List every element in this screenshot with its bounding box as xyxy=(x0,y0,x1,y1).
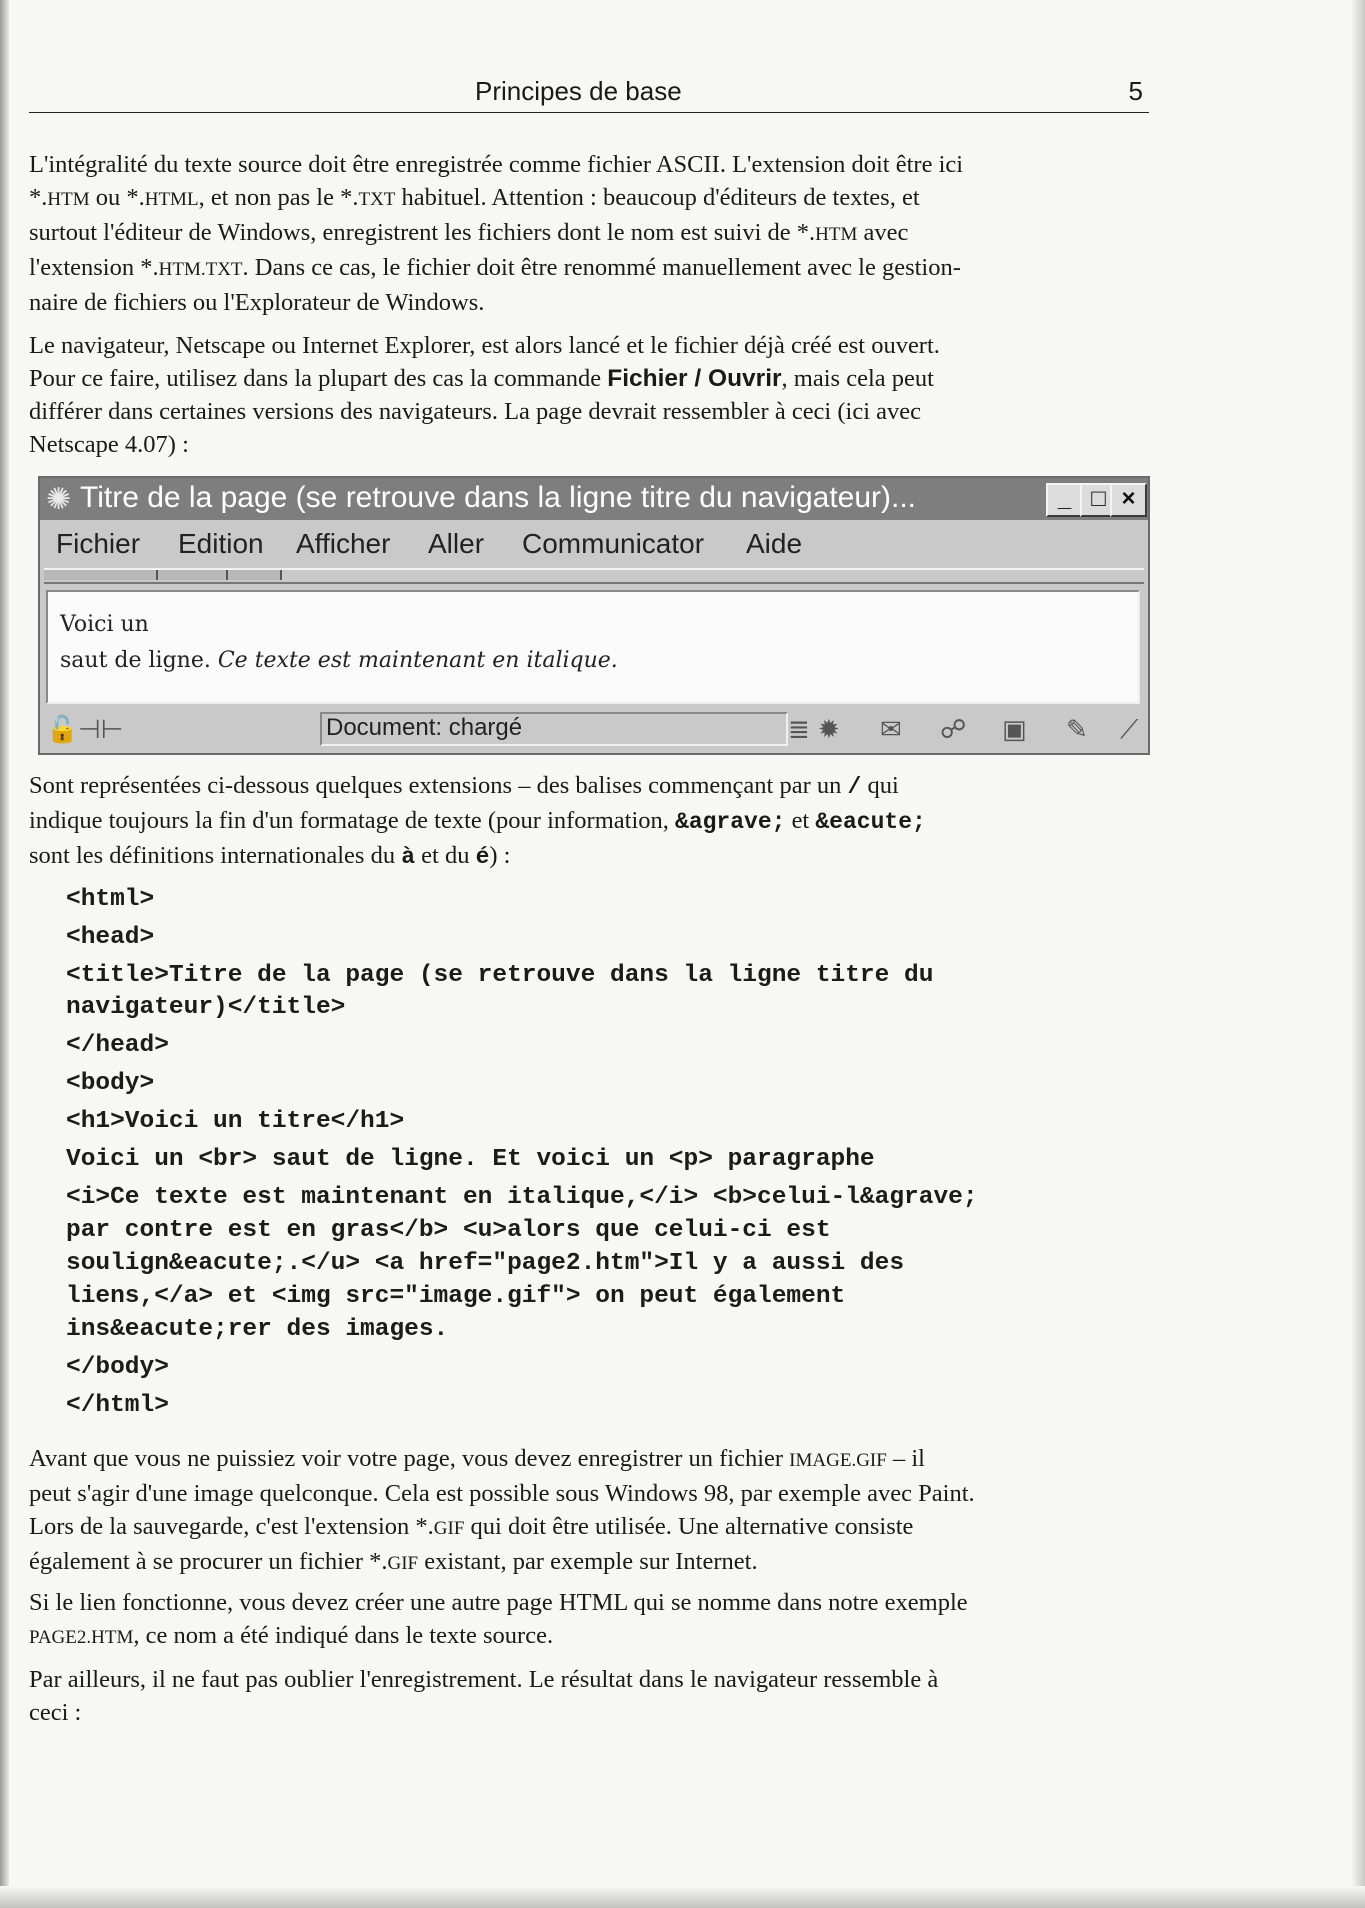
code-line: </body> xyxy=(66,1354,169,1381)
menu-edition[interactable]: Edition xyxy=(178,528,264,559)
toolbar-tab-location[interactable] xyxy=(158,570,228,580)
composer-icon[interactable]: ▣ xyxy=(1002,714,1027,744)
discussion-icon[interactable]: ☍ xyxy=(940,714,967,744)
browser-content-area xyxy=(46,590,1140,704)
code-line: <head> xyxy=(66,924,155,951)
toolbar-tab-personal[interactable] xyxy=(228,570,282,580)
browser-screenshot xyxy=(38,476,1150,755)
menu-communicator[interactable]: Communicator xyxy=(522,528,705,559)
code-line: <i>Ce texte est maintenant en italique,</i> <b>celui-l&agrave; xyxy=(66,1184,978,1211)
content-line-1: Voici un xyxy=(60,612,149,637)
minimize-button[interactable]: _ xyxy=(1046,483,1083,517)
code-line: <body> xyxy=(66,1070,155,1097)
code-line: <html> xyxy=(66,886,155,913)
code-line: </html> xyxy=(66,1392,169,1419)
browser-window-title: Titre de la page (se retrouve dans la ligne titre du navigateur)... xyxy=(80,481,917,514)
code-line: <title>Titre de la page (se retrouve dans la ligne titre du xyxy=(66,962,934,989)
browser-menubar xyxy=(40,522,1148,564)
browser-statusbar xyxy=(40,708,1148,748)
mail-icon[interactable]: ✉ xyxy=(880,714,902,744)
menu-aide[interactable]: Aide xyxy=(746,528,803,559)
page-edge-left xyxy=(0,0,9,1908)
paragraph-image-gif: Avant que vous ne puissiez voir votre page, vous devez enregistrer un fichier IMAGE.GIF – il peut s'agir d'une image quelconque. Cela est possible sous Windows 98, par exemple avec Paint. Lors de la sauvegarde, c'est l'extension *.GIF qui doit être utilisée. Une alternative consiste également à se procurer un fichier *.GIF existant, par exemple sur Internet. xyxy=(29,1445,975,1575)
paragraph-enregistrement: Par ailleurs, il ne faut pas oublier l'enregistrement. Le résultat dans le navigateur ressemble à ceci : xyxy=(29,1666,939,1726)
netscape-icon: ✺ xyxy=(46,483,72,516)
edit-icon[interactable]: ✎ xyxy=(1066,714,1088,744)
menu-fichier[interactable]: Fichier xyxy=(56,528,141,559)
page-edge-bottom xyxy=(0,1886,1365,1908)
page-edge-right xyxy=(1351,0,1365,1908)
code-line: <h1>Voici un titre</h1> xyxy=(66,1108,405,1135)
paragraph-navigateur: Le navigateur, Netscape ou Internet Explorer, est alors lancé et le fichier déjà créé est ouvert. Pour ce faire, utilisez dans la plupart des cas la commande Fichier / Ouvrir, mais cela peut différer dans certaines versions des navigateurs. La page devrait ressembler à ceci (ici avec Netscape 4.07) : xyxy=(29,332,940,458)
menu-aller[interactable]: Aller xyxy=(428,528,485,559)
paragraph-ascii: L'intégralité du texte source doit être enregistrée comme fichier ASCII. L'extension doit être ici *.HTM ou *.HTML, et non pas le *.TXT habituel. Attention : beaucoup d'éditeurs de textes, et surtout l'éditeur de Windows, enregistrent les fichiers dont le nom est suivi de *.HTM avec l'extension *.HTM.TXT. Dans ce cas, le fichier doit être renommé manuellement avec le gestion- naire de fichiers ou l'Explorateur de Windows. xyxy=(29,151,964,316)
code-line: liens,</a> et <img src="image.gif"> on peut également xyxy=(66,1283,846,1310)
menu-afficher[interactable]: Afficher xyxy=(296,528,391,559)
code-line: navigateur)</title> xyxy=(66,994,346,1021)
running-header xyxy=(29,72,1149,113)
code-line: ins&eacute;rer des images. xyxy=(66,1316,449,1343)
progress-icon: ≣ xyxy=(788,714,810,744)
close-button[interactable]: × xyxy=(1110,483,1147,517)
status-text: Document: chargé xyxy=(320,712,788,746)
lock-icon[interactable]: 🔓 xyxy=(46,714,79,744)
navigator-icon[interactable]: ✹ xyxy=(818,714,840,744)
connection-icon: ⊣⊢ xyxy=(78,714,124,744)
toolbar-collapsed-tabs[interactable] xyxy=(44,568,1144,584)
code-line: Voici un <br> saut de ligne. Et voici un <p> paragraphe xyxy=(66,1146,875,1173)
resize-grip-icon[interactable]: ⟋ xyxy=(1120,714,1139,744)
code-line: soulign&eacute;.</u> <a href="page2.htm">Il y a aussi des xyxy=(66,1250,905,1277)
toolbar-tab-navigation[interactable] xyxy=(44,570,158,580)
code-line: </head> xyxy=(66,1032,169,1059)
chapter-title: Principes de base xyxy=(475,76,682,106)
browser-titlebar xyxy=(40,478,1148,520)
content-line-2: saut de ligne. Ce texte est maintenant en italique. xyxy=(60,648,618,673)
paragraph-page2: Si le lien fonctionne, vous devez créer une autre page HTML qui se nomme dans notre exemple PAGE2.HTM, ce nom a été indiqué dans le texte source. xyxy=(29,1589,968,1649)
maximize-button[interactable]: □ xyxy=(1080,483,1117,517)
page-number: 5 xyxy=(1128,76,1143,106)
paragraph-extensions: Sont représentées ci-dessous quelques extensions – des balises commençant par un / qui indique toujours la fin d'un formatage de texte (pour information, &agrave; et &eacute; sont les définitions internationales du à et du é) : xyxy=(29,772,926,870)
code-line: par contre est en gras</b> <u>alors que celui-ci est xyxy=(66,1217,831,1244)
